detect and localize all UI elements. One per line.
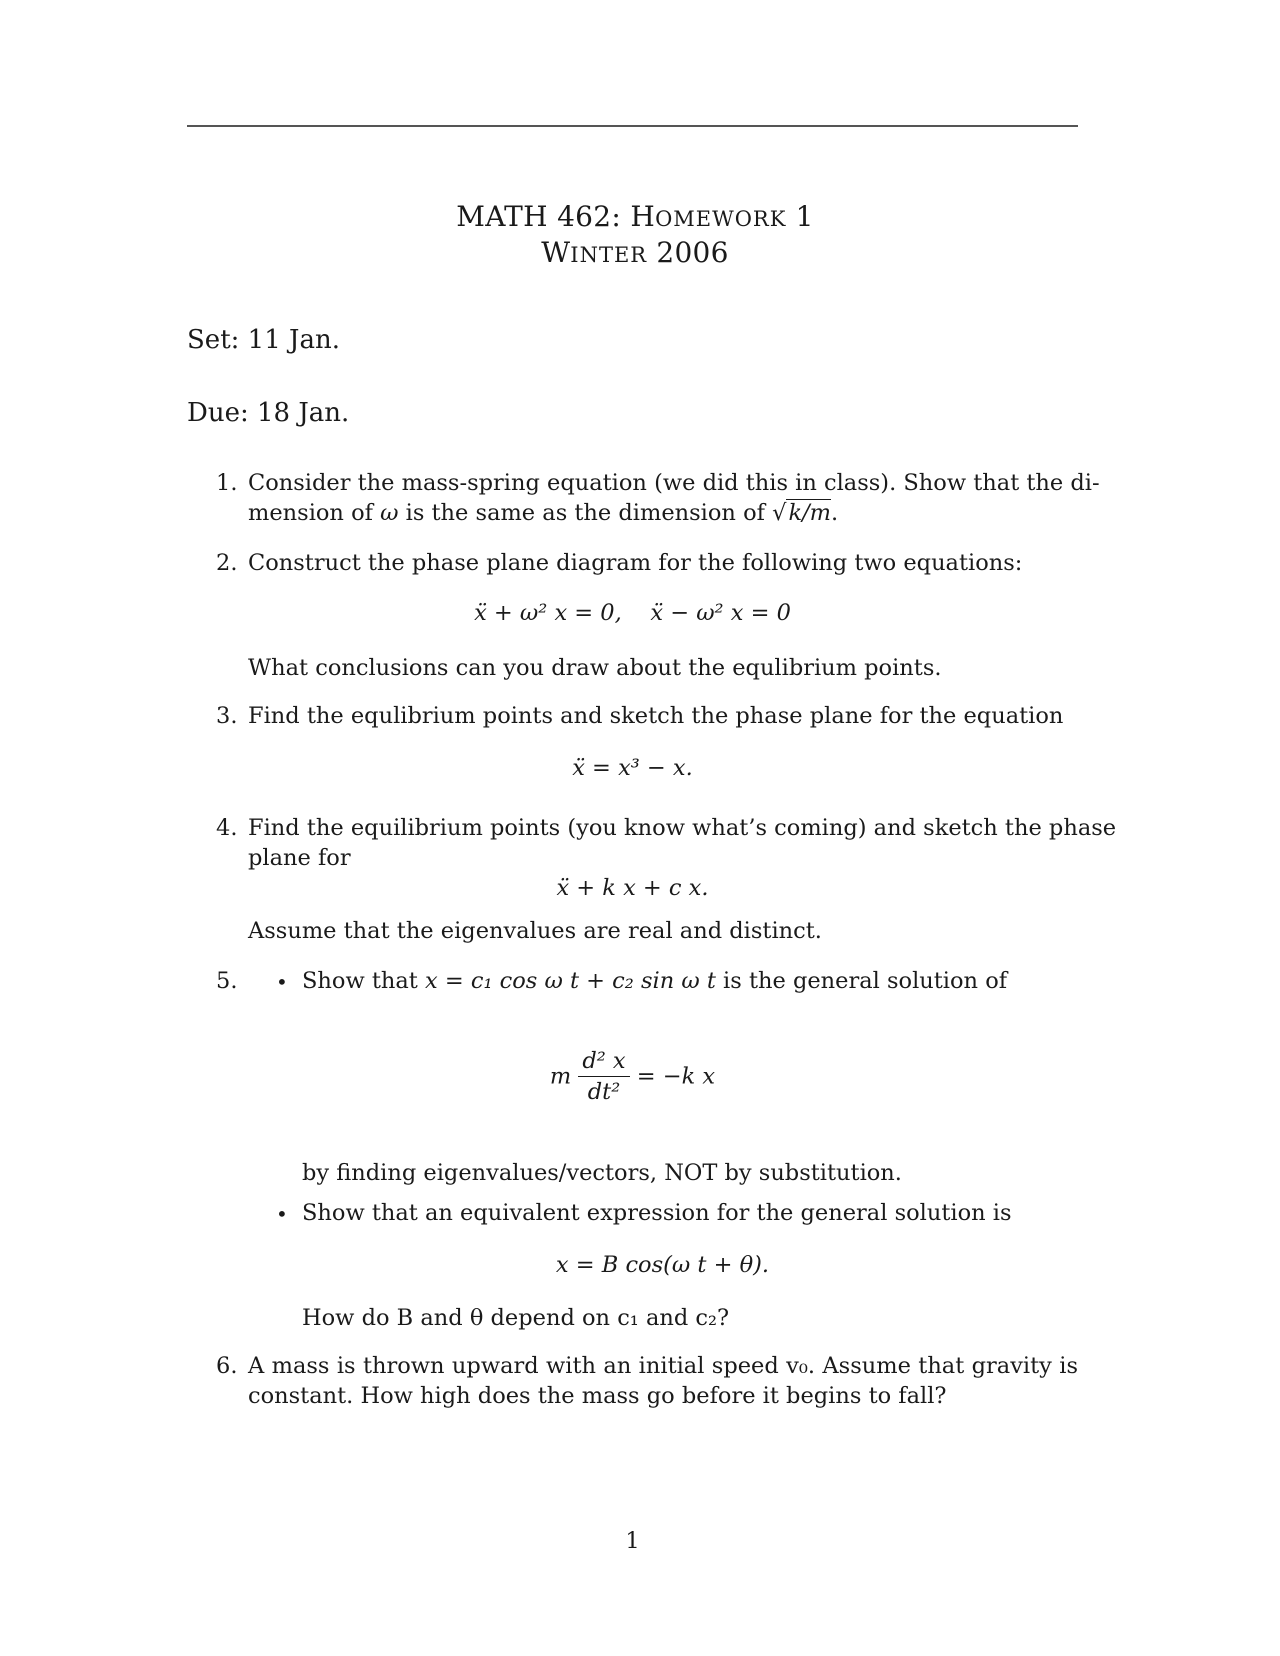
problem-3-text: Find the equlibrium points and sketch the phase plane for the equation xyxy=(248,703,1064,729)
bullet-icon: • xyxy=(276,970,288,994)
problem-5-bullet1: Show that x = c₁ cos ω t + c₂ sin ω t is the general solution of xyxy=(302,968,1008,994)
problem-1-line2: mension of ω is the same as the dimension of √k/m. xyxy=(248,500,839,526)
problem-5-bullet1-followup: by finding eigenvalues/vectors, NOT by substitution. xyxy=(302,1160,902,1186)
problem-2-equation: ẍ + ω² x = 0, ẍ − ω² x = 0 xyxy=(474,600,791,626)
problem-6-line2: constant. How high does the mass go before it begins to fall? xyxy=(248,1383,947,1409)
problem-5-bullet2: Show that an equivalent expression for the general solution is xyxy=(302,1200,1012,1226)
problem-5-number: 5. xyxy=(216,968,238,994)
header-rule xyxy=(187,125,1078,127)
problem-4-line1: Find the equilibrium points (you know what’s coming) and sketch the phase xyxy=(248,815,1117,841)
problem-4-number: 4. xyxy=(216,815,238,841)
problem-4-equation: ẍ + k x + c x. xyxy=(556,875,709,901)
page-number: 1 xyxy=(625,1528,640,1554)
problem-1-number: 1. xyxy=(216,470,238,496)
problem-1-line1: Consider the mass-spring equation (we did this in class). Show that the di- xyxy=(248,470,1100,496)
problem-5-question: How do B and θ depend on c₁ and c₂? xyxy=(302,1305,730,1331)
page-title: MATH 462: HOMEWORK 1 xyxy=(456,200,814,233)
bullet-icon: • xyxy=(276,1202,288,1226)
problem-5-ode: m $\frac{\text{d² x}}{\text{dt²}}$ = −k x xyxy=(549,1048,716,1105)
problem-4-followup: Assume that the eigenvalues are real and distinct. xyxy=(248,918,822,944)
derivative-fraction: $\frac{\text{d² x}}{\text{dt²}}$ xyxy=(578,1048,629,1105)
set-date: Set: 11 Jan. xyxy=(187,325,340,355)
problem-2-text: Construct the phase plane diagram for the following two equations: xyxy=(248,550,1023,576)
sqrt-radicand: k/m xyxy=(788,500,831,526)
problem-6-number: 6. xyxy=(216,1353,238,1379)
problem-4-line2: plane for xyxy=(248,845,351,871)
problem-2-number: 2. xyxy=(216,550,238,576)
page-subtitle: WINTER 2006 xyxy=(541,236,729,269)
problem-2-followup: What conclusions can you draw about the equlibrium points. xyxy=(248,655,942,681)
problem-3-number: 3. xyxy=(216,703,238,729)
problem-3-equation: ẍ = x³ − x. xyxy=(572,755,693,781)
problem-5-bullet2-equation: x = B cos(ω t + θ). xyxy=(555,1252,770,1278)
due-date: Due: 18 Jan. xyxy=(187,398,350,428)
problem-6-line1: A mass is thrown upward with an initial speed v₀. Assume that gravity is xyxy=(248,1353,1078,1379)
